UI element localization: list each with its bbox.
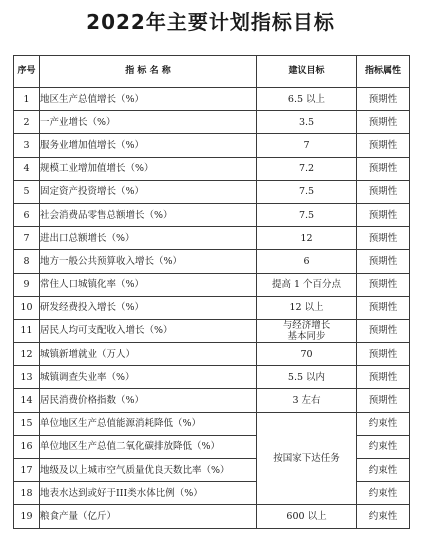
row-seq: 2 bbox=[14, 111, 40, 134]
row-name: 居民消费价格指数（%） bbox=[40, 389, 257, 412]
table-row bbox=[14, 389, 410, 412]
row-seq: 11 bbox=[14, 319, 40, 342]
row-target: 5.5 以内 bbox=[257, 366, 357, 389]
row-attr: 预期性 bbox=[357, 157, 410, 180]
row-attr: 预期性 bbox=[357, 111, 410, 134]
row-target: 7.5 bbox=[257, 180, 357, 203]
row-attr: 约束性 bbox=[357, 435, 410, 458]
table-row bbox=[14, 366, 410, 389]
row-name: 服务业增加值增长（%） bbox=[40, 134, 257, 157]
row-target-line: 与经济增长 bbox=[282, 319, 331, 331]
table-row bbox=[14, 203, 410, 226]
row-target: 7.2 bbox=[257, 157, 357, 180]
row-target: 6 bbox=[257, 250, 357, 273]
plan-table bbox=[13, 55, 410, 529]
row-seq: 14 bbox=[14, 389, 40, 412]
row-seq: 17 bbox=[14, 459, 40, 482]
table-header-row bbox=[14, 56, 410, 88]
row-seq: 16 bbox=[14, 435, 40, 458]
row-attr: 约束性 bbox=[357, 482, 410, 505]
merged-target-cell: 按国家下达任务 bbox=[257, 412, 357, 505]
row-name: 社会消费品零售总额增长（%） bbox=[40, 203, 257, 226]
row-target: 70 bbox=[257, 343, 357, 366]
row-seq: 1 bbox=[14, 88, 40, 111]
row-name: 城镇新增就业（万人） bbox=[40, 343, 257, 366]
page-title: 2022年主要计划指标目标 bbox=[86, 10, 335, 34]
row-attr: 预期性 bbox=[357, 88, 410, 111]
row-seq: 3 bbox=[14, 134, 40, 157]
row-target-line: 基本同步 bbox=[287, 330, 326, 342]
row-target: 7.5 bbox=[257, 203, 357, 226]
row-attr: 预期性 bbox=[357, 343, 410, 366]
row-target: 12 以上 bbox=[257, 296, 357, 319]
table-row bbox=[14, 88, 410, 111]
row-name: 规模工业增加值增长（%） bbox=[40, 157, 257, 180]
header-name: 指 标 名 称 bbox=[40, 56, 257, 88]
row-attr: 预期性 bbox=[357, 273, 410, 296]
table-row bbox=[14, 412, 410, 435]
row-target: 600 以上 bbox=[257, 505, 357, 528]
row-attr: 约束性 bbox=[357, 412, 410, 435]
row-target bbox=[257, 319, 357, 342]
table-row bbox=[14, 273, 410, 296]
row-name: 地区生产总值增长（%） bbox=[40, 88, 257, 111]
row-name: 粮食产量（亿斤） bbox=[40, 505, 257, 528]
row-seq: 6 bbox=[14, 203, 40, 226]
table-row bbox=[14, 343, 410, 366]
row-attr: 预期性 bbox=[357, 180, 410, 203]
row-seq: 12 bbox=[14, 343, 40, 366]
table-row bbox=[14, 227, 410, 250]
row-target: 3.5 bbox=[257, 111, 357, 134]
header-seq: 序号 bbox=[14, 56, 40, 88]
row-attr: 预期性 bbox=[357, 319, 410, 342]
table-row bbox=[14, 111, 410, 134]
row-attr: 预期性 bbox=[357, 296, 410, 319]
row-attr: 预期性 bbox=[357, 227, 410, 250]
row-name: 一产业增长（%） bbox=[40, 111, 257, 134]
row-attr: 预期性 bbox=[357, 389, 410, 412]
table-row bbox=[14, 505, 410, 528]
row-seq: 9 bbox=[14, 273, 40, 296]
row-attr: 预期性 bbox=[357, 203, 410, 226]
row-name: 居民人均可支配收入增长（%） bbox=[40, 319, 257, 342]
row-name: 固定资产投资增长（%） bbox=[40, 180, 257, 203]
table-row bbox=[14, 180, 410, 203]
row-name: 进出口总额增长（%） bbox=[40, 227, 257, 250]
row-seq: 10 bbox=[14, 296, 40, 319]
row-target: 7 bbox=[257, 134, 357, 157]
row-target: 12 bbox=[257, 227, 357, 250]
row-attr: 约束性 bbox=[357, 459, 410, 482]
table-row bbox=[14, 319, 410, 342]
row-name: 地表水达到或好于III类水体比例（%） bbox=[40, 482, 257, 505]
row-name: 单位地区生产总值二氧化碳排放降低（%） bbox=[40, 435, 257, 458]
row-seq: 19 bbox=[14, 505, 40, 528]
row-seq: 15 bbox=[14, 412, 40, 435]
row-name: 研发经费投入增长（%） bbox=[40, 296, 257, 319]
row-name: 单位地区生产总值能源消耗降低（%） bbox=[40, 412, 257, 435]
row-seq: 13 bbox=[14, 366, 40, 389]
header-attr: 指标属性 bbox=[357, 56, 410, 88]
header-target: 建议目标 bbox=[257, 56, 357, 88]
row-name: 地级及以上城市空气质量优良天数比率（%） bbox=[40, 459, 257, 482]
row-attr: 预期性 bbox=[357, 134, 410, 157]
table-row bbox=[14, 157, 410, 180]
table-row bbox=[14, 250, 410, 273]
row-attr: 预期性 bbox=[357, 366, 410, 389]
row-seq: 7 bbox=[14, 227, 40, 250]
row-target: 提高 1 个百分点 bbox=[257, 273, 357, 296]
row-seq: 5 bbox=[14, 180, 40, 203]
row-target: 3 左右 bbox=[257, 389, 357, 412]
row-seq: 8 bbox=[14, 250, 40, 273]
row-seq: 4 bbox=[14, 157, 40, 180]
row-name: 城镇调查失业率（%） bbox=[40, 366, 257, 389]
row-attr: 预期性 bbox=[357, 250, 410, 273]
row-target: 6.5 以上 bbox=[257, 88, 357, 111]
table-row bbox=[14, 134, 410, 157]
row-name: 常住人口城镇化率（%） bbox=[40, 273, 257, 296]
table-row bbox=[14, 296, 410, 319]
row-attr: 约束性 bbox=[357, 505, 410, 528]
row-seq: 18 bbox=[14, 482, 40, 505]
row-name: 地方一般公共预算收入增长（%） bbox=[40, 250, 257, 273]
